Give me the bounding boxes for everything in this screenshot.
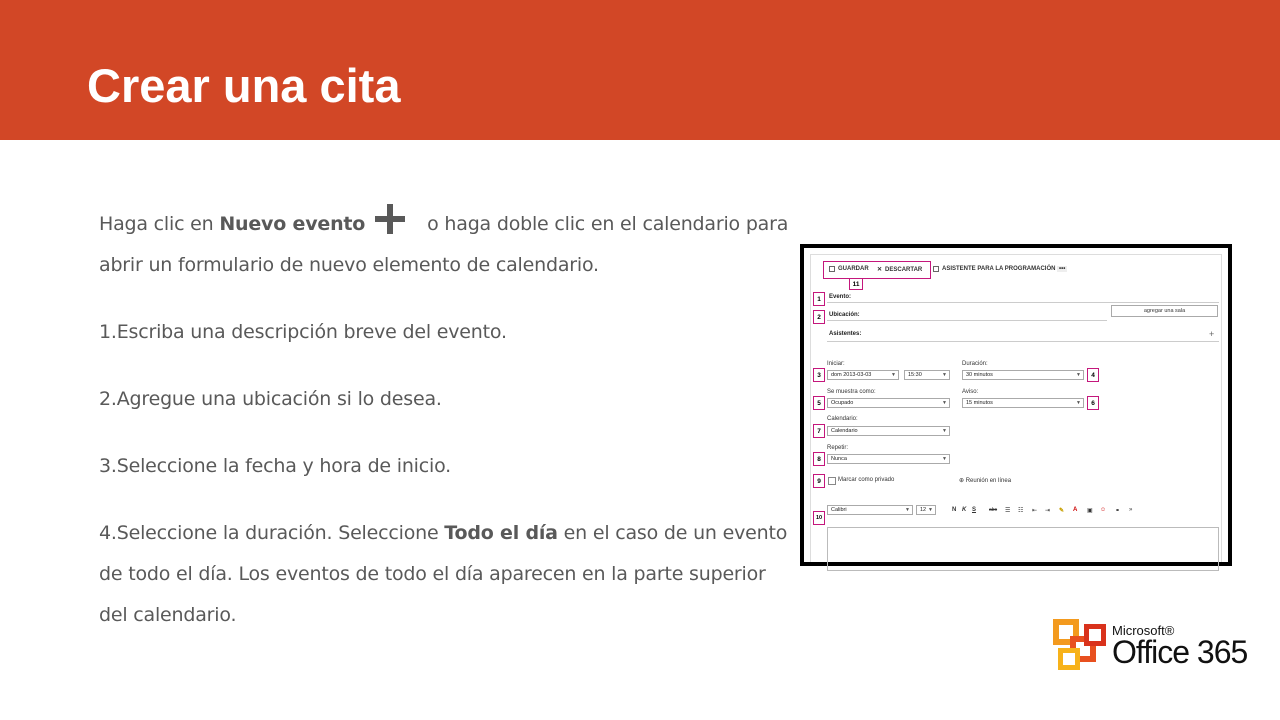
save-icon [829,266,835,272]
chevron-down-icon: ▼ [942,428,947,434]
start-date-value: dom 2013-03-03 [831,372,872,378]
calendar-label: Calendario: [827,416,858,422]
repeat-label: Repetir: [827,445,849,451]
private-checkbox[interactable] [828,477,836,485]
numbering-icon[interactable]: ☷ [1018,508,1024,514]
attendees-input[interactable] [827,341,1219,342]
intro-text-1: Haga clic en [99,213,220,235]
repeat-value: Nunca [831,456,847,462]
logo-product: Office 365 [1112,634,1248,670]
attendees-label: Asistentes: [829,331,862,337]
intro-paragraph [99,204,789,286]
all-day-label: Todo el día [444,522,558,544]
office-365-logo [1052,618,1274,680]
callout-8: 8 [813,452,825,466]
form-screenshot [800,244,1232,566]
online-meeting-label: Reunión en línea [965,478,1012,484]
bullets-icon[interactable]: ☰ [1005,508,1011,514]
font-color-icon[interactable]: A [1073,507,1078,513]
repeat-select[interactable] [827,454,950,464]
more-label: ••• [1059,266,1066,272]
callout-5: 5 [813,396,825,410]
duration-select[interactable] [962,370,1084,380]
callout-6: 6 [1087,396,1099,410]
add-room-button[interactable]: agregar una sala [1111,305,1218,317]
callout-10: 10 [813,511,825,525]
location-label: Ubicación: [829,312,860,318]
reminder-select[interactable] [962,398,1084,408]
chevron-down-icon: ▼ [928,507,933,513]
indent-icon[interactable]: ⇥ [1045,508,1051,514]
save-label: GUARDAR [838,266,869,272]
highlight-icon[interactable]: ✎ [1059,508,1065,514]
callout-3: 3 [813,368,825,382]
duration-label: Duración: [962,361,988,367]
step-4-text-1: 4.Seleccione la duración. Seleccione [99,522,445,544]
chevron-down-icon: ▼ [891,372,896,378]
calendar-icon [933,266,939,272]
event-label: Evento: [829,294,852,300]
picture-icon[interactable]: ▣ [1087,508,1093,514]
globe-icon: ⊕ [959,478,965,484]
step-4 [99,513,789,636]
font-select[interactable] [827,505,913,515]
more-format-icon[interactable]: » [1129,507,1133,513]
new-event-label: Nuevo evento [219,213,366,235]
message-body-editor[interactable] [827,527,1219,571]
step-1: 1.Escriba una descripción breve del evento. [99,321,507,343]
duration-value: 30 minutos [966,372,993,378]
callout-1: 1 [813,292,825,306]
close-icon: ✕ [877,267,883,273]
callout-11: 11 [849,278,863,290]
save-button[interactable] [829,266,869,272]
chevron-down-icon: ▼ [942,456,947,462]
location-input[interactable] [827,320,1107,321]
strikethrough-button[interactable]: abc [989,507,998,513]
scheduling-assistant-button[interactable] [933,266,1055,272]
chevron-down-icon: ▼ [942,400,947,406]
font-value: Calibri [831,507,847,513]
reminder-value: 15 minutos [966,400,993,406]
discard-button[interactable] [877,266,922,273]
start-time-value: 15:30 [908,372,922,378]
emoji-icon[interactable]: ☺ [1100,507,1107,513]
form-panel [810,254,1222,562]
callout-9: 9 [813,474,825,488]
intro-text-2: o haga doble clic en el calendario para abrir un formulario de nuevo elemento de calendario. [99,213,789,276]
private-label: Marcar como privado [838,477,895,483]
calendar-select[interactable] [827,426,950,436]
add-attendee-icon[interactable]: + [1209,329,1215,339]
callout-2: 2 [813,310,825,324]
slide-title: Crear una cita [87,59,401,112]
step-4-text-2: en el caso de un evento de todo el día. Los eventos de todo el día aparecen en la parte superior del calendario. [99,522,788,626]
calendar-value: Calendario [831,428,858,434]
slide-body [99,204,789,636]
callout-7: 7 [813,424,825,438]
chevron-down-icon: ▼ [942,372,947,378]
reminder-label: Aviso: [962,389,979,395]
outdent-icon[interactable]: ⇤ [1032,508,1038,514]
step-3: 3.Seleccione la fecha y hora de inicio. [99,455,452,477]
plus-icon [375,204,405,234]
show-as-label: Se muestra como: [827,389,876,395]
chevron-down-icon: ▼ [1076,400,1081,406]
show-as-select[interactable] [827,398,950,408]
chevron-down-icon: ▼ [905,507,910,513]
scheduling-assistant-label: ASISTENTE PARA LA PROGRAMACIÓN [942,266,1056,272]
step-2: 2.Agregue una ubicación si lo desea. [99,388,442,410]
logo-brand: Microsoft® [1112,623,1175,638]
start-time-select[interactable] [904,370,950,380]
font-size-select[interactable] [916,505,936,515]
event-input[interactable] [827,302,1219,303]
link-icon[interactable]: ⚭ [1115,508,1121,514]
discard-label: DESCARTAR [885,266,923,273]
underline-button[interactable]: S [972,507,977,513]
more-button[interactable] [1057,266,1067,272]
online-meeting-toggle[interactable] [959,477,1011,484]
italic-button[interactable]: K [962,507,967,513]
callout-4: 4 [1087,368,1099,382]
office-logo-icon [1052,618,1110,676]
font-size-value: 12 [920,507,927,513]
start-label: Iniciar: [827,361,845,367]
chevron-down-icon: ▼ [1076,372,1081,378]
start-date-select[interactable] [827,370,899,380]
show-as-value: Ocupado [831,400,854,406]
bold-button[interactable]: N [952,507,957,513]
